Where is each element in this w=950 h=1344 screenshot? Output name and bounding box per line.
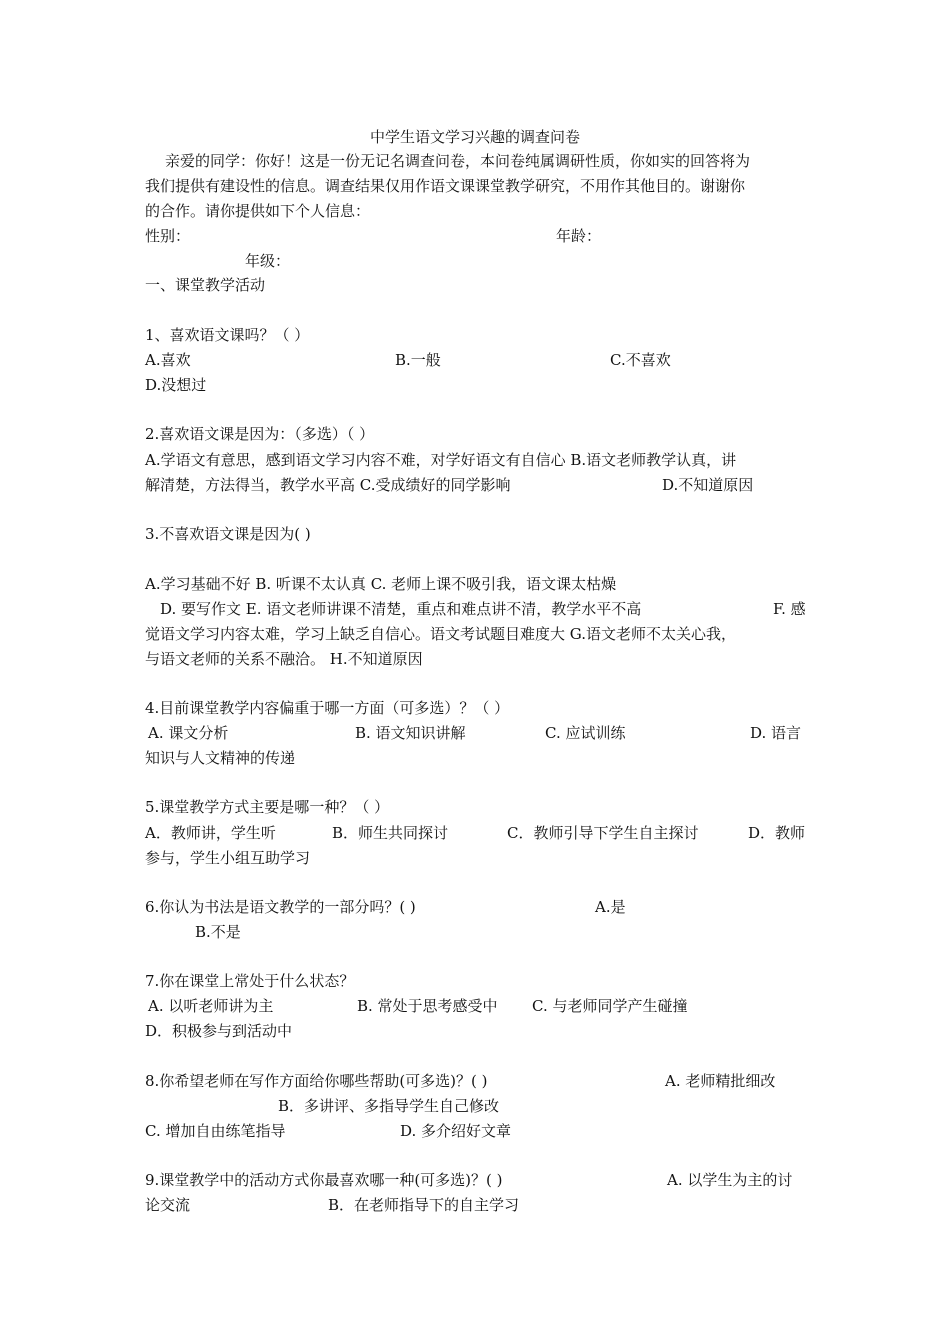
q8-option-c: C. 增加自由练笔指导 bbox=[145, 1122, 286, 1140]
question-6: 6.你认为书法是语文教学的一部分吗？( ) bbox=[145, 898, 416, 916]
intro-line-3: 的合作。请你提供如下个人信息： bbox=[145, 202, 371, 220]
q7-option-b: B. 常处于思考感受中 bbox=[357, 997, 498, 1015]
q3-options-line-3: 觉语文学习内容太难，学习上缺乏自信心。语文考试题目难度大 G.语文老师不太关心我， bbox=[145, 625, 736, 643]
question-7: 7.你在课堂上常处于什么状态？ bbox=[145, 972, 355, 990]
question-8: 8.你希望老师在写作方面给你哪些帮助(可多选)？( ) bbox=[145, 1072, 488, 1090]
q7-option-d: D．积极参与到活动中 bbox=[145, 1022, 293, 1040]
q3-options-line-2: D. 要写作文 E. 语文老师讲课不清楚，重点和难点讲不清，教学水平不高 bbox=[160, 600, 642, 618]
q3-option-f: F. 感 bbox=[773, 600, 806, 618]
q5-option-d: D．教师 bbox=[748, 824, 806, 842]
question-1: 1、喜欢语文课吗？（ ） bbox=[145, 326, 310, 344]
intro-line-1: 亲爱的同学：你好！这是一份无记名调查问卷，本问卷纯属调研性质，你如实的回答将为 bbox=[165, 152, 751, 170]
q2-option-d: D.不知道原因 bbox=[662, 476, 754, 494]
q5-option-b: B．师生共同探讨 bbox=[332, 824, 449, 842]
document-title: 中学生语文学习兴趣的调查问卷 bbox=[369, 128, 580, 146]
question-4: 4.目前课堂教学内容偏重于哪一方面（可多选）？（ ） bbox=[145, 699, 510, 717]
intro-line-2: 我们提供有建设性的信息。调查结果仅用作语文课课堂教学研究，不用作其他目的。谢谢你 bbox=[145, 177, 746, 195]
q9-option-a: A. 以学生为主的讨 bbox=[667, 1171, 793, 1189]
q3-options-line-4: 与语文老师的关系不融洽。 H.不知道原因 bbox=[145, 650, 423, 668]
q3-options-line-1: A.学习基础不好 B. 听课不太认真 C. 老师上课不吸引我，语文课太枯燥 bbox=[145, 575, 617, 593]
q5-options-line-2: 参与，学生小组互助学习 bbox=[145, 849, 311, 867]
question-9: 9.课堂教学中的活动方式你最喜欢哪一种(可多选)？( ) bbox=[145, 1171, 503, 1189]
q9-option-b: B．在老师指导下的自主学习 bbox=[328, 1196, 520, 1214]
q2-options-line-1: A.学语文有意思，感到语文学习内容不难，对学好语文有自信心 B.语文老师教学认真，讲 bbox=[145, 451, 737, 469]
question-3: 3.不喜欢语文课是因为( ) bbox=[145, 525, 311, 543]
age-label: 年龄： bbox=[556, 227, 602, 245]
q4-options-line-2: 知识与人文精神的传递 bbox=[145, 749, 296, 767]
q1-option-a: A.喜欢 bbox=[145, 351, 191, 369]
q4-option-b: B. 语文知识讲解 bbox=[355, 724, 466, 742]
grade-label: 年级： bbox=[245, 252, 291, 270]
q5-option-a: A．教师讲，学生听 bbox=[145, 824, 276, 842]
q6-option-a: A.是 bbox=[595, 898, 626, 916]
q7-option-c: C. 与老师同学产生碰撞 bbox=[532, 997, 688, 1015]
q8-option-d: D. 多介绍好文章 bbox=[400, 1122, 512, 1140]
q1-option-b: B.一般 bbox=[395, 351, 441, 369]
q1-option-d: D.没想过 bbox=[145, 376, 207, 394]
question-5: 5.课堂教学方式主要是哪一种？（ ） bbox=[145, 798, 390, 816]
q1-option-c: C.不喜欢 bbox=[610, 351, 671, 369]
gender-label: 性别： bbox=[145, 227, 191, 245]
q8-option-a: A. 老师精批细改 bbox=[665, 1072, 776, 1090]
question-2: 2.喜欢语文课是因为：（多选）（ ） bbox=[145, 425, 375, 443]
q9-options-line-2: 论交流 bbox=[145, 1196, 191, 1214]
section-heading: 一、课堂教学活动 bbox=[145, 276, 266, 294]
q2-options-line-2: 解清楚，方法得当，教学水平高 C.受成绩好的同学影响 bbox=[145, 476, 511, 494]
q5-option-c: C．教师引导下学生自主探讨 bbox=[507, 824, 699, 842]
q4-option-d: D. 语言 bbox=[750, 724, 802, 742]
q4-option-a: A. 课文分析 bbox=[148, 724, 229, 742]
q6-option-b: B.不是 bbox=[195, 923, 241, 941]
q7-option-a: A. 以听老师讲为主 bbox=[148, 997, 274, 1015]
q8-option-b: B．多讲评、多指导学生自己修改 bbox=[278, 1097, 500, 1115]
q4-option-c: C. 应试训练 bbox=[545, 724, 626, 742]
